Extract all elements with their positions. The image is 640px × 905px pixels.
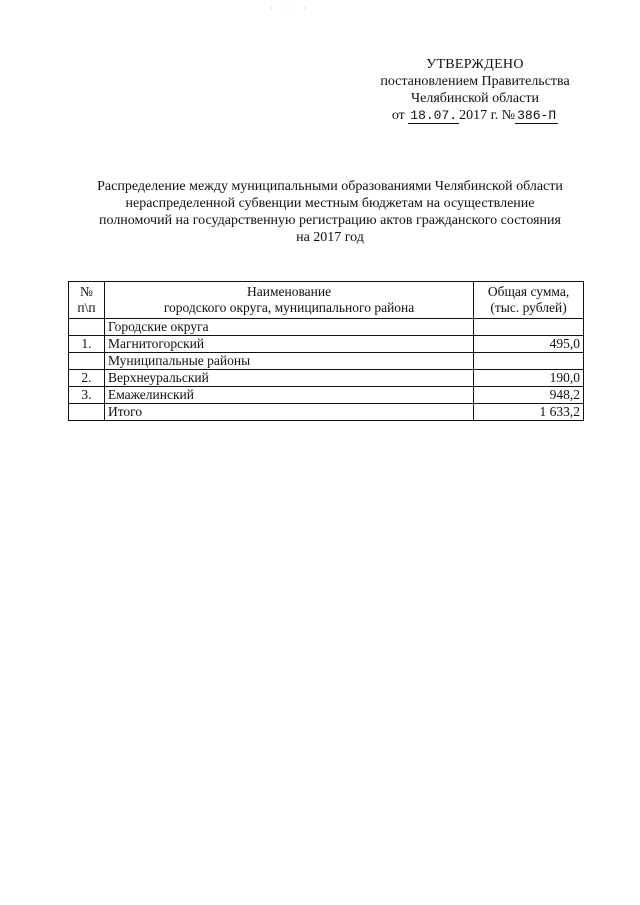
table-row xyxy=(69,370,584,387)
header-name-line-1: Наименование xyxy=(247,284,332,299)
header-number-line-1: № xyxy=(80,284,93,299)
header-sum-line-2: (тыс. рублей) xyxy=(490,300,567,315)
row-number xyxy=(69,353,105,370)
header-name xyxy=(104,282,473,319)
header-name-line-2: городского округа, муниципального района xyxy=(163,300,415,315)
scan-artifact: · · · xyxy=(270,4,312,13)
title-line-4: на 2017 год xyxy=(296,230,364,245)
row-name: Городские округа xyxy=(104,319,473,336)
table-header-row xyxy=(69,282,584,319)
title-line-1: Распределение между муниципальными образованиями Челябинской области xyxy=(97,179,563,194)
approval-stamp xyxy=(360,56,590,124)
approval-line-1: постановлением Правительства xyxy=(380,74,570,89)
table-row xyxy=(69,336,584,353)
distribution-table xyxy=(68,281,584,421)
row-sum: 495,0 xyxy=(474,336,584,353)
approval-date-line xyxy=(360,107,590,124)
row-number xyxy=(69,404,105,421)
row-number: 1. xyxy=(69,336,105,353)
row-sum: 948,2 xyxy=(474,387,584,404)
row-number xyxy=(69,319,105,336)
row-name: Верхнеуральский xyxy=(104,370,473,387)
date-value: 18.07. xyxy=(410,108,458,123)
title-line-3: полномочий на государственную регистрацию актов гражданского состояния xyxy=(99,213,561,228)
table-row-total xyxy=(69,404,584,421)
row-name: Емажелинский xyxy=(104,387,473,404)
table-row xyxy=(69,319,584,336)
row-sum: 190,0 xyxy=(474,370,584,387)
date-prefix: от xyxy=(391,108,405,123)
table-row xyxy=(69,353,584,370)
row-number: 2. xyxy=(69,370,105,387)
table-row xyxy=(69,387,584,404)
row-sum xyxy=(474,353,584,370)
header-number-line-2: п\п xyxy=(77,300,96,315)
date-year: 2017 г. № xyxy=(459,108,516,123)
header-sum-line-1: Общая сумма, xyxy=(487,284,570,299)
row-name: Муниципальные районы xyxy=(104,353,473,370)
document-title xyxy=(70,178,590,246)
header-sum xyxy=(474,282,584,319)
header-number xyxy=(69,282,105,319)
title-line-2: нераспределенной субвенции местным бюджетам на осуществление xyxy=(125,196,535,211)
approval-heading: УТВЕРЖДЕНО xyxy=(426,57,524,72)
approval-line-2: Челябинской области xyxy=(411,91,539,106)
row-sum: 1 633,2 xyxy=(474,404,584,421)
row-sum xyxy=(474,319,584,336)
row-name: Магнитогорский xyxy=(104,336,473,353)
document-number: 386-П xyxy=(517,108,557,123)
row-number: 3. xyxy=(69,387,105,404)
row-name: Итого xyxy=(104,404,473,421)
